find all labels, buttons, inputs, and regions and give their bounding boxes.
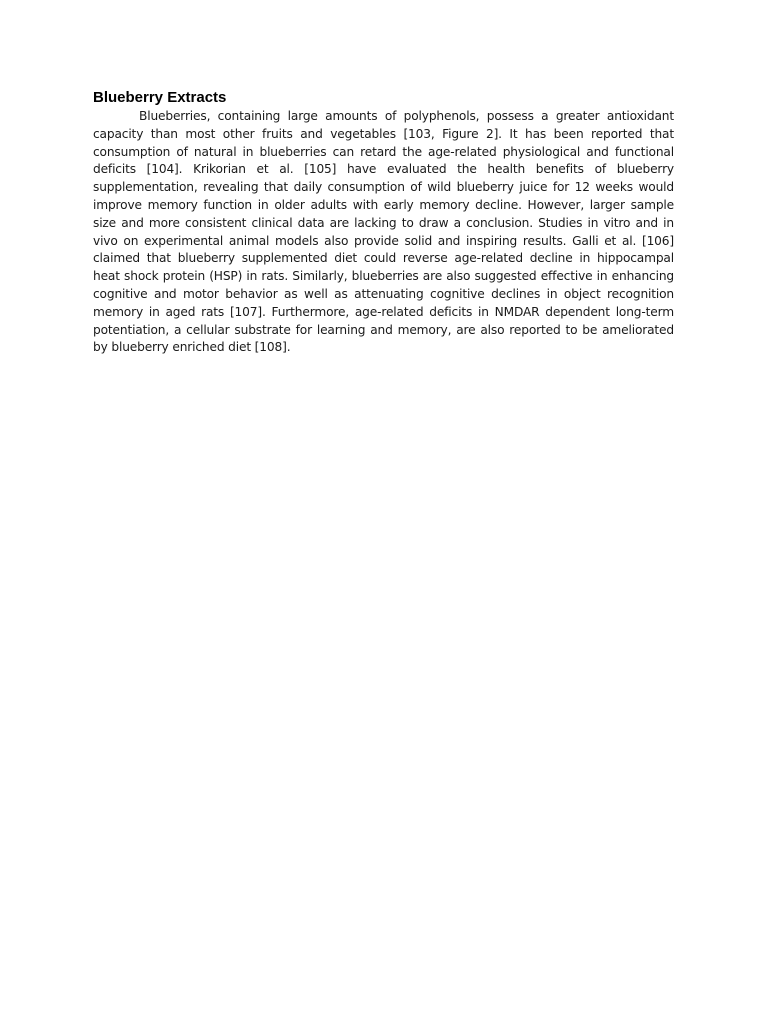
document-content [93, 88, 674, 357]
body-paragraph: Blueberries, containing large amounts of polyphenols, possess a greater antioxidant capacity than most other fruits and vegetables [103, Figure 2]. It has been reported that consumption of natural in blueberries can retard the age-related physiological and functional deficits [104]. Krikorian et al. [105] have evaluated the health benefits of blueberry supplementation, revealing that daily consumption of wild blueberry juice for 12 weeks would improve memory function in older adults with early memory decline. However, larger sample size and more consistent clinical data are lacking to draw a conclusion. Studies in vitro and in vivo on experimental animal models also provide solid and inspiring results. Galli et al. [106] claimed that blueberry supplemented diet could reverse age-related decline in hippocampal heat shock protein (HSP) in rats. Similarly, blueberries are also suggested effective in enhancing cognitive and motor behavior as well as attenuating cognitive declines in object recognition memory in aged rats [107]. Furthermore, age-related deficits in NMDAR dependent long-term potentiation, a cellular substrate for learning and memory, are also reported to be ameliorated by blueberry enriched diet [108]. [93, 109, 674, 355]
section-heading: Blueberry Extracts [93, 89, 227, 106]
